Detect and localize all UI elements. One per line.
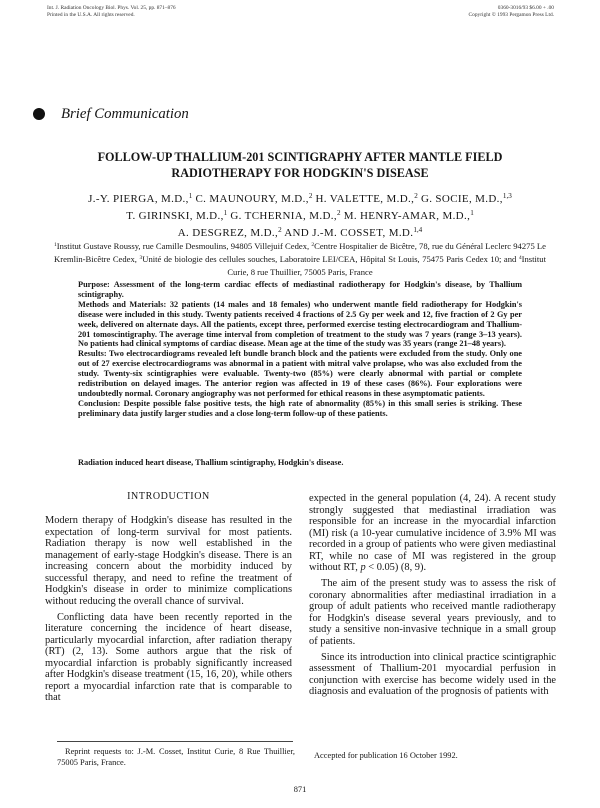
affiliation-text: Unité de biologie des cellules souches, Laboratoire LEI/CEA, Hôpital St Louis, 75475 Paris Cedex 10; and [142, 254, 517, 264]
author-name: A. DESGREZ, M.D., [177, 227, 279, 239]
abstract-conclusion-label: Conclusion: [78, 398, 121, 408]
author-line [30, 191, 570, 208]
paragraph: Since its introduction into clinical practice scintigraphic assessment of Thallium-201 myocardial perfusion in conjunction with exercise has become widely used in the diagnosis and evaluation of the prognosis of patients with [309, 651, 556, 697]
abstract-methods [78, 300, 522, 350]
abstract-results-label: Results: [78, 349, 107, 359]
section-heading-introduction: INTRODUCTION [127, 491, 210, 502]
author-name: M. HENRY-AMAR, M.D., [343, 210, 471, 222]
author-name: G. TCHERNIA, M.D., [230, 210, 337, 222]
author-name: J.-M. COSSET, M.D. [312, 227, 414, 239]
abstract-purpose-label: Purpose: [78, 280, 110, 289]
accepted-date-footnote: Accepted for publication 16 October 1992. [314, 751, 458, 760]
author-affiliation-mark: 2 [308, 192, 313, 201]
affiliation-text: Centre Hospitalier de Bicêtre, 78, rue du Général Leclerc 94275 Le Kremlin-Bicêtre Cedex, [54, 241, 546, 264]
reprint-footnote: Reprint requests to: J.-M. Cosset, Institut Curie, 8 Rue Thuillier, 75005 Paris, France. [57, 747, 295, 767]
printed-notice: Printed in the U.S.A. All rights reserved. [47, 12, 135, 18]
paragraph-text: < 0.05) (8, 9). [365, 562, 427, 573]
author-affiliation-mark: 2 [337, 209, 341, 218]
author-name: J.-Y. PIERGA, M.D., [88, 193, 189, 205]
author-affiliation-mark: 1 [188, 192, 193, 201]
copyright-notice: Copyright © 1993 Pergamon Press Ltd. [468, 12, 554, 18]
issn-price: 0360-3016/93 $6.00 + .00 [497, 5, 554, 11]
abstract [78, 280, 522, 419]
author-name: C. MAUNOURY, M.D., [195, 193, 309, 205]
author-affiliation-mark: 1,4 [413, 226, 423, 235]
author-line [30, 225, 570, 242]
article-type-label: Brief Communication [61, 106, 189, 122]
author-name: T. GIRINSKI, M.D., [126, 210, 224, 222]
author-affiliation-mark: 1 [223, 209, 228, 218]
abstract-methods-text: 32 patients (14 males and 18 females) who underwent mantle field radiotherapy for Hodgkin's disease were included in this study. Twenty patients received 4 fractions of 2.5 Gy per week and 12, five fraction of 2 Gy per week, delivered on alternate days. All the patients, except three, performed exercise testing electrocardiogram and Thallium-201 tomoscintigraphy. The average time interval from completion of treatment to the study was 7 years (range 3–13 years). No patients had clinical symptoms of cardiac disease. Mean age at the time of the study was 35 years (range 21–48 years). [78, 299, 522, 349]
abstract-methods-label: Methods and Materials: [78, 299, 167, 309]
author-line [30, 208, 570, 225]
footnote-rule [57, 741, 293, 742]
left-column [45, 515, 292, 704]
paragraph: Modern therapy of Hodgkin's disease has resulted in the expectation of long-term survival for most patients. Radiation therapy is now well established in the management of early-stage Hodgkin's disease. There is an increasing concern about the morbidity induced by successful therapy, and need to refine the treatment of Hodgkin's disease in order to minimize complications without reducing the overall chance of survival. [45, 515, 292, 607]
abstract-results [78, 349, 522, 399]
author-name: G. SOCIE, M.D., [420, 193, 503, 205]
abstract-conclusion [78, 399, 522, 419]
affiliation-mark: 3 [139, 255, 143, 262]
author-affiliation-mark: 2 [278, 226, 282, 235]
journal-citation-block [47, 5, 176, 19]
paragraph [309, 493, 556, 574]
affiliations [54, 241, 546, 278]
abstract-purpose-text: Assessment of the long-term cardiac effects of mediastinal radiotherapy for Hodgkin's disease, by Thallium scintigraphy. [78, 280, 522, 299]
author-affiliation-mark: 1 [470, 209, 474, 218]
abstract-purpose [78, 280, 522, 300]
italic-variable: p [360, 562, 366, 573]
paragraph-text: expected in the general population (4, 24). A recent study strongly suggested that mediastinal irradiation was responsible for an increase in the myocardial infarction (MI) risk (a 10-year cumulative incidence of 3.9% MI was recorded in a group of patients who were given mediastinal RT, while no case of MI was registered in the group without RT, [309, 493, 556, 573]
author-affiliation-mark: 2 [414, 192, 418, 201]
affiliation-text: Institut Gustave Roussy, rue Camille Desmoulins, 94805 Villejuif Cedex, [56, 241, 310, 251]
bullet-icon [33, 108, 45, 120]
affiliation-mark: 4 [518, 255, 522, 262]
author-name: H. VALETTE, M.D., [315, 193, 415, 205]
author-list [30, 191, 570, 242]
paragraph: Conflicting data have been recently reported in the literature concerning the incidence of heart disease, particularly myocardial infarction, after radiation therapy (RT) (2, 13). Some authors argue that the risk of myocardial infarction is probably significantly increased after Hodgkin's disease treatment (15, 16, 20), while others report a myocardial infarction rate that is comparable to that [45, 611, 292, 703]
keywords: Radiation induced heart disease, Thallium scintigraphy, Hodgkin's disease. [78, 458, 344, 467]
copyright-block [469, 5, 554, 19]
abstract-conclusion-text: Despite possible false positive tests, the high rate of abnormality (85%) in this small series is striking. These preliminary data justify larger studies and a close long-term follow-up of these patients. [78, 398, 522, 418]
author-affiliation-mark: 1,3 [502, 192, 512, 201]
affiliation-text: Institut Curie, 8 rue Thuillier, 75005 Paris, France [227, 254, 546, 277]
page-number: 871 [293, 785, 307, 794]
affiliation-mark: 2 [311, 242, 315, 249]
right-column [309, 493, 556, 698]
journal-reference: Int. J. Radiation Oncology Biol. Phys. Vol. 25, pp. 871–876 [47, 5, 176, 11]
article-title: FOLLOW-UP THALLIUM-201 SCINTIGRAPHY AFTER MANTLE FIELD RADIOTHERAPY FOR HODGKIN'S DISEASE [97, 150, 503, 180]
paragraph: The aim of the present study was to assess the risk of coronary abnormalities after mediastinal irradiation in a group of adult patients who received mantle radiotherapy for Hodgkin's disease several years previously, and to study a sensitive non-invasive technique in a small group of patients. [309, 578, 556, 647]
affiliation-mark: 1 [54, 242, 57, 249]
author-conjunction: AND [284, 227, 310, 239]
abstract-results-text: Two electrocardiograms revealed left bundle branch block and the patients were excluded from the study. Only one out of 27 exercise electrocardiograms was abnormal in a patient with mitral valve prolapse, who was also excluded from the study. Twenty-six scintigraphies were evaluable. Twenty-two (85%) were clearly abnormal with partial or complete redistribution on delayed images. The anterior region was affected in 19 of these cases (86%). Four explorations were undoubtedly normal. Coronary angiography was not performed for ethical reasons in these asymptomatic patients. [78, 349, 522, 398]
